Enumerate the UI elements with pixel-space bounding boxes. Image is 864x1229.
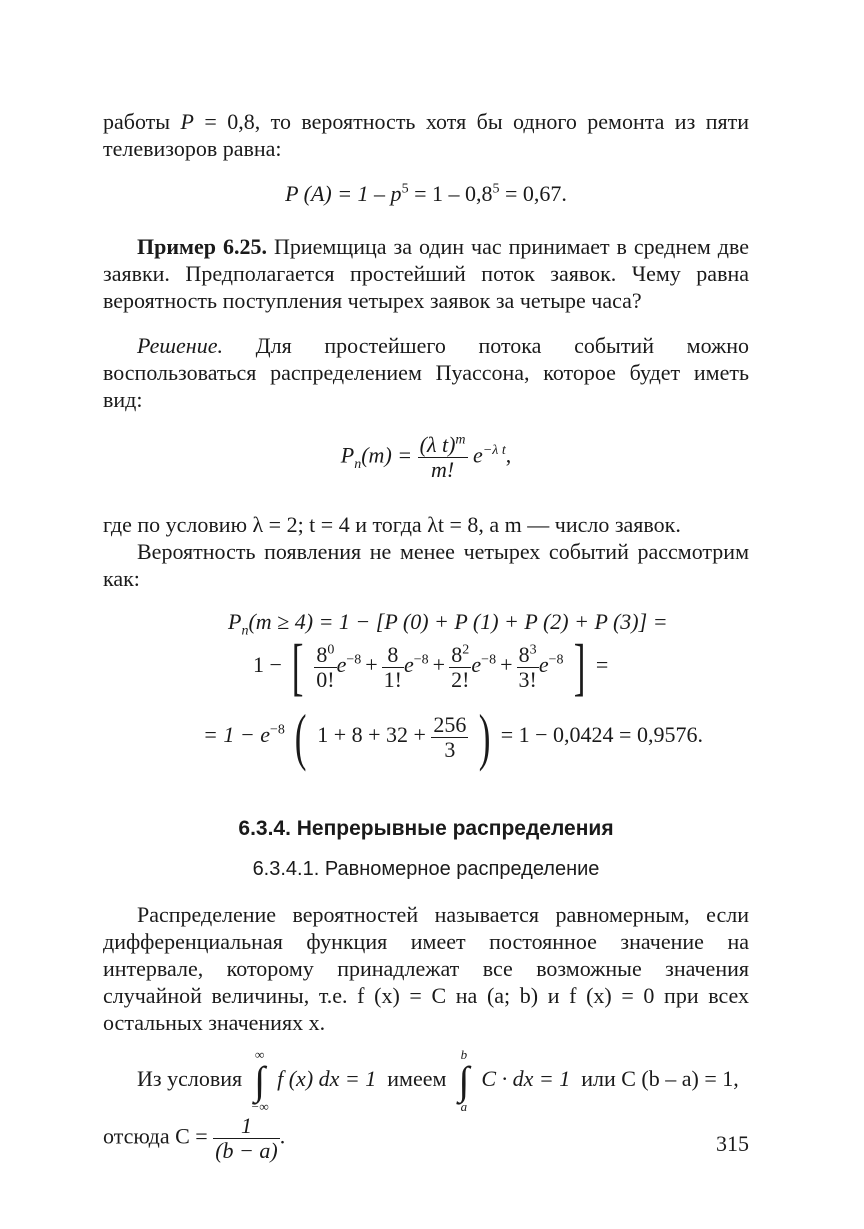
solution-paragraph bbox=[103, 332, 749, 413]
term-numerator: $8^2$ bbox=[449, 643, 471, 668]
sum-term-fraction bbox=[382, 643, 404, 692]
operator: + bbox=[500, 652, 513, 678]
term-numerator: 8 bbox=[382, 643, 404, 668]
page-number: 315 bbox=[716, 1131, 749, 1156]
equation-sum-line-2: 1 − [ $\frac{8^0}{0!}$ $e^{-8}$ + $\frac{8}{1!}$ $e^{-8}$ + $\frac{8^2}{2!}$ $e^{-8}$ + $\frac{8^3}{3!}$ $e^{-8}$ ] = bbox=[253, 631, 609, 702]
example-text: Приемщица за один час принимает в среднем две заявки. Предполагается простейший поток заявок. Чему равна вероятность поступления четырех заявок за четыре часа? bbox=[103, 234, 749, 313]
variable-p: P bbox=[180, 109, 194, 134]
solution-label: Решение. bbox=[137, 333, 223, 358]
integral-2: b ∫ a bbox=[458, 1047, 470, 1114]
fraction: $\frac{1}{(b - a)}$ bbox=[215, 1113, 278, 1163]
operator: + bbox=[432, 652, 446, 678]
integral-paragraph: Из условия ∞ ∫ −∞ f (x) dx = 1 имеем b ∫ a C · dx = 1 или C (b – a) = 1, bbox=[137, 1047, 739, 1114]
sum-term-fraction bbox=[449, 643, 471, 692]
solution-text: Для простейшего потока событий можно воспользоваться распределением Пуассона, которое будет иметь вид: bbox=[103, 333, 749, 412]
exp-base: e bbox=[403, 652, 414, 678]
text: работы bbox=[103, 109, 181, 134]
uniform-definition-paragraph: Распределение вероятностей называется равномерным, если дифференциальная функция имеет постоянное значение на интервале, которому принадлежат все возможные значения случайной величины, т.е. f (x) = C на (a; b) и f (x) = 0 при всех остальных значениях x. bbox=[103, 902, 749, 1035]
bracket-right: ] bbox=[573, 631, 586, 702]
exp-power: −8 bbox=[481, 652, 497, 668]
sum-term-fraction bbox=[517, 643, 539, 692]
term-denominator: 2! bbox=[451, 666, 470, 692]
equation-sum-line-3: = $1 - e^{-8}$ ( 1 + 8 + 32 + $\frac{256}{3}$ ) = 1 − 0,0424 = 0,9576. bbox=[203, 701, 703, 772]
example-paragraph bbox=[103, 233, 749, 314]
integral-1: ∞ ∫ −∞ bbox=[250, 1047, 269, 1114]
exp-power: −8 bbox=[548, 652, 564, 668]
paragraph-1 bbox=[103, 108, 749, 162]
sum-term-fraction bbox=[314, 643, 336, 692]
exp-base: e bbox=[336, 652, 347, 678]
bracket-left: [ bbox=[292, 631, 304, 702]
term-denominator: 0! bbox=[316, 666, 335, 692]
example-label: Пример 6.25. bbox=[137, 234, 267, 259]
page-body bbox=[103, 108, 749, 1168]
condition-paragraph: где по условию λ = 2; t = 4 и тогда λt = 8, а m — число заявок. bbox=[103, 512, 681, 537]
term-numerator: $8^0$ bbox=[314, 643, 336, 668]
subsection-heading: 6.3.4.1. Равномерное распределение bbox=[252, 858, 600, 880]
text: = 0,8, то вероятность хотя бы одного ремонта из пяти телевизоров равна: bbox=[103, 109, 749, 161]
operator: + bbox=[365, 652, 378, 678]
exp-base: e bbox=[538, 652, 549, 678]
section-heading: 6.3.4. Непрерывные распределения bbox=[238, 817, 614, 840]
equation-sum-line-1: $P_n(m \ge 4) = 1 - [P$ (0) + P (1) + P (2) + P (3)] = bbox=[228, 609, 668, 639]
probability-paragraph: Вероятность появления не менее четырех событий рассмотрим как: bbox=[103, 539, 749, 591]
term-numerator: $8^3$ bbox=[517, 643, 539, 668]
equation-1: P $(A) = 1 - p^5 = 1 - 0,8^5 = 0,67$. bbox=[285, 181, 567, 206]
term-denominator: 3! bbox=[518, 666, 537, 692]
equation-poisson: $P_n(m)$ = $\frac{(\lambda t)^m}{m!}$ $e^{-\lambda t}$, bbox=[340, 432, 512, 482]
fraction: $\frac{(\lambda t)^m}{m!}$ bbox=[419, 432, 466, 482]
exp-power: −8 bbox=[346, 652, 362, 668]
constant-paragraph: отсюда C = $\frac{1}{(b - a)}$ . bbox=[103, 1113, 286, 1163]
term-denominator: 1! bbox=[383, 666, 402, 692]
exp-power: −8 bbox=[413, 652, 429, 668]
fraction: $\frac{256}{3}$ bbox=[433, 711, 467, 762]
exp-base: e bbox=[471, 652, 482, 678]
